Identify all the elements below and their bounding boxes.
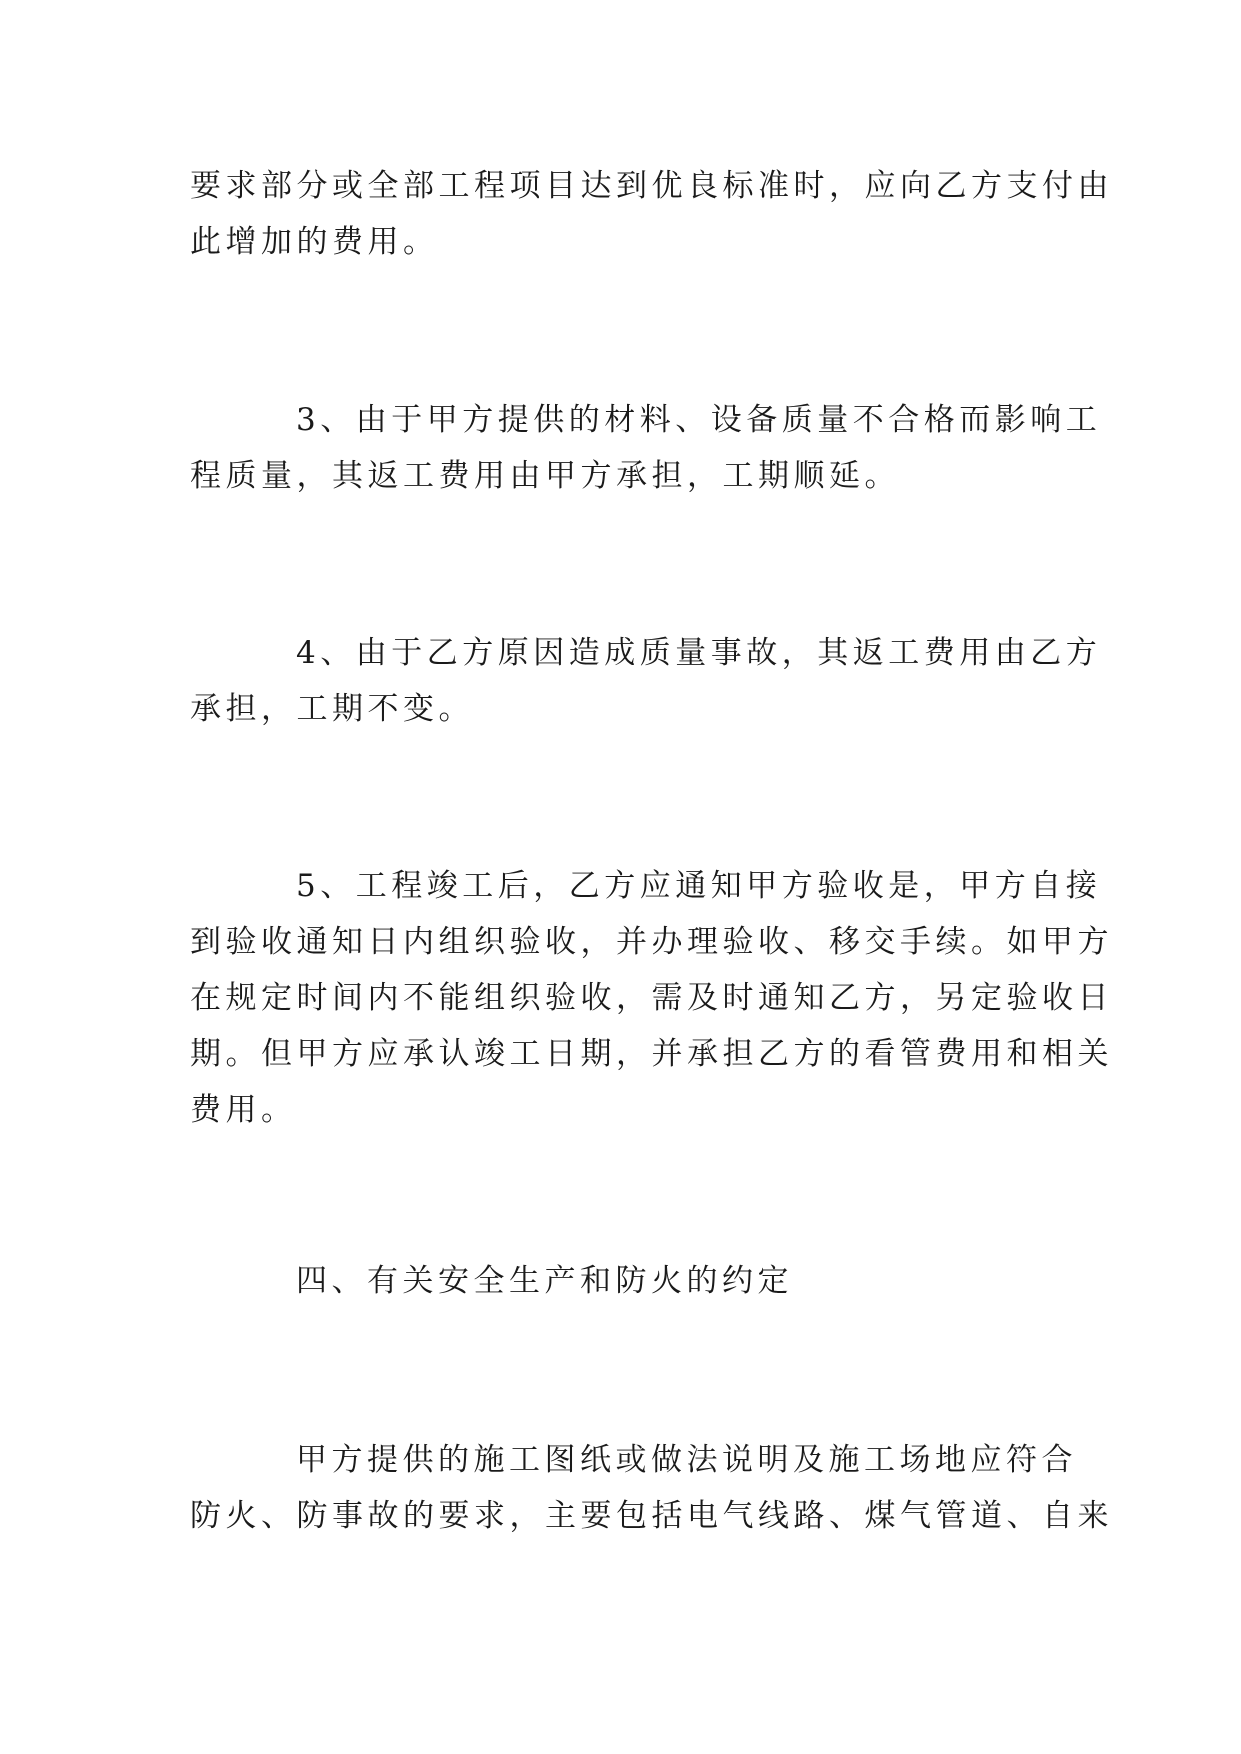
text-line: 此增加的费用。 [190, 224, 439, 260]
text-line: 期。但甲方应承认竣工日期，并承担乙方的看管费用和相关 [190, 1036, 1113, 1072]
text-line: 3、由于甲方提供的材料、设备质量不合格而影响工 [296, 402, 1102, 438]
paragraph-quality-fee-continued [190, 158, 1113, 270]
paragraph-clause-5 [190, 858, 1113, 1138]
paragraph-clause-4 [190, 625, 1102, 737]
text-line: 承担，工期不变。 [190, 691, 474, 727]
section-heading-text: 四、有关安全生产和防火的约定 [296, 1263, 793, 1299]
text-line: 程质量，其返工费用由甲方承担，工期顺延。 [190, 458, 900, 494]
text-line: 费用。 [190, 1092, 297, 1128]
text-line: 5、工程竣工后，乙方应通知甲方验收是，甲方自接 [296, 868, 1102, 904]
text-line: 甲方提供的施工图纸或做法说明及施工场地应符合 [296, 1442, 1077, 1478]
text-line: 4、由于乙方原因造成质量事故，其返工费用由乙方 [296, 635, 1102, 671]
text-line: 要求部分或全部工程项目达到优良标准时，应向乙方支付由 [190, 168, 1113, 204]
paragraph-safety-requirements [190, 1432, 1113, 1544]
text-line: 到验收通知日内组织验收，并办理验收、移交手续。如甲方 [190, 924, 1113, 960]
text-line: 在规定时间内不能组织验收，需及时通知乙方，另定验收日 [190, 980, 1113, 1016]
paragraph-clause-3 [190, 392, 1102, 504]
section-heading-safety-fire [190, 1253, 1050, 1309]
text-line: 防火、防事故的要求，主要包括电气线路、煤气管道、自来 [190, 1498, 1113, 1534]
